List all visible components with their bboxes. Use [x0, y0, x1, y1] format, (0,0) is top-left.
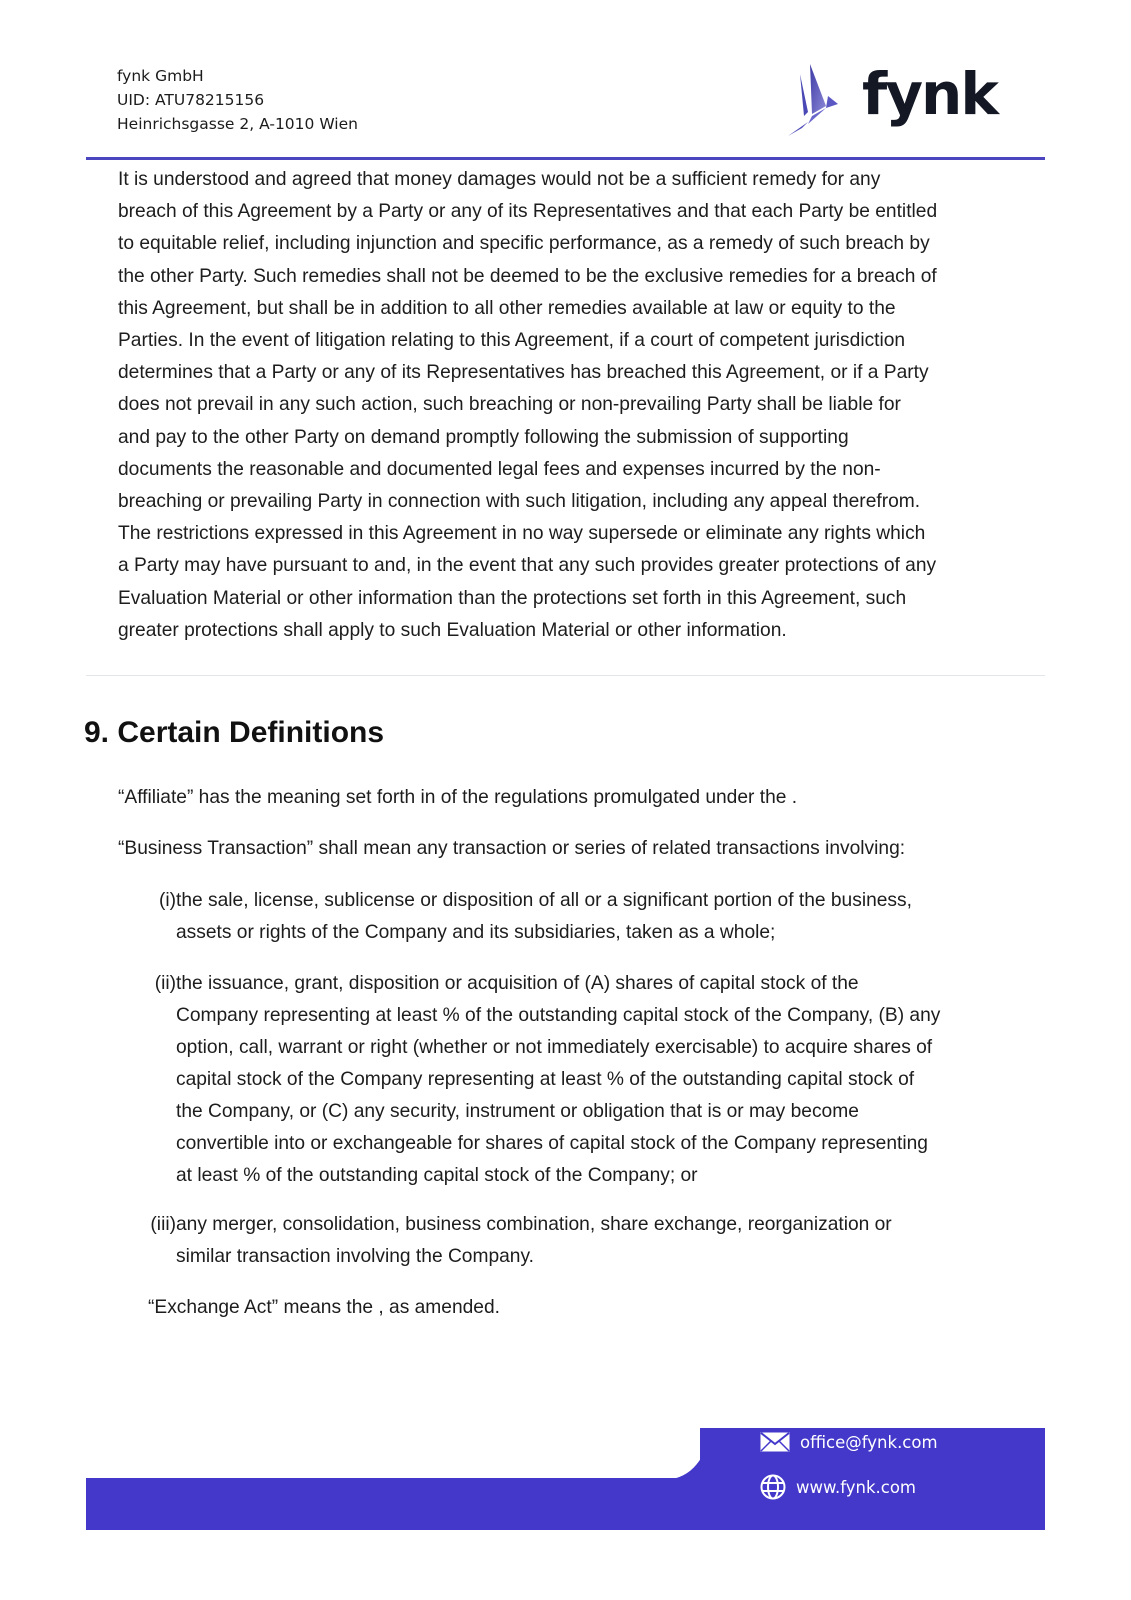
logo-wordmark: fynk [862, 60, 997, 128]
paragraph-line: and pay to the other Party on demand promptly following the submission of supporting [118, 426, 849, 448]
list-marker: (i) [158, 890, 176, 911]
list-item-line: similar transaction involving the Company. [176, 1246, 534, 1267]
remedies-paragraph [118, 164, 1048, 647]
list-marker: (iii) [150, 1214, 176, 1235]
paragraph-line: greater protections shall apply to such Evaluation Material or other information. [118, 619, 787, 641]
paragraph-line: Evaluation Material or other information than the protections set forth in this Agreement, such [118, 587, 907, 609]
list-item-line: at least % of the outstanding capital stock of the Company; or [176, 1165, 698, 1186]
section-divider [86, 675, 1045, 676]
globe-icon [760, 1474, 786, 1500]
exchange-act-definition: “Exchange Act” means the , as amended. [148, 1297, 500, 1318]
list-item-line: assets or rights of the Company and its subsidiaries, taken as a whole; [176, 922, 776, 943]
paragraph-line: The restrictions expressed in this Agreement in no way supersede or eliminate any rights which [118, 523, 926, 545]
list-item-line: the Company, or (C) any security, instrument or obligation that is or may become [176, 1101, 859, 1122]
envelope-icon [760, 1432, 790, 1452]
paragraph-line: a Party may have pursuant to and, in the event that any such provides greater protections of any [118, 555, 937, 577]
business-transaction-definition: “Business Transaction” shall mean any transaction or series of related transactions involving: [118, 838, 906, 859]
paragraph-line: breaching or prevailing Party in connection with such litigation, including any appeal therefrom. [118, 491, 921, 513]
list-marker: (ii) [154, 973, 176, 994]
list-item-line: option, call, warrant or right (whether or not immediately exercisable) to acquire shares of [176, 1037, 933, 1058]
bird-logo-icon [786, 62, 846, 142]
paragraph-line: the other Party. Such remedies shall not be deemed to be the exclusive remedies for a breach of [118, 265, 937, 287]
section-heading: 9. Certain Definitions [84, 716, 385, 749]
list-item-line: Company representing at least % of the outstanding capital stock of the Company, (B) any [176, 1005, 941, 1026]
paragraph-line: does not prevail in any such action, such breaching or non-prevailing Party shall be liable for [118, 394, 901, 416]
paragraph-line: to equitable relief, including injunction and specific performance, as a remedy of such breach by [118, 233, 930, 255]
paragraph-line: this Agreement, but shall be in addition to all other remedies available at law or equity to the [118, 297, 896, 319]
company-uid: UID: ATU78215156 [117, 91, 265, 109]
company-name: fynk GmbH [117, 67, 204, 85]
list-item-line: the issuance, grant, disposition or acquisition of (A) shares of capital stock of the [176, 973, 859, 994]
footer-website-link[interactable] [760, 1474, 916, 1500]
footer-email-link[interactable] [760, 1432, 938, 1452]
list-item-line: convertible into or exchangeable for shares of capital stock of the Company representing [176, 1133, 928, 1154]
paragraph-line: breach of this Agreement by a Party or any of its Representatives and that each Party be entitled [118, 201, 938, 223]
paragraph-line: documents the reasonable and documented legal fees and expenses incurred by the non- [118, 458, 881, 480]
footer-curve-decoration [640, 1428, 720, 1480]
company-address: Heinrichsgasse 2, A-1010 Wien [117, 115, 358, 133]
paragraph-line: determines that a Party or any of its Representatives has breached this Agreement, or if a Party [118, 362, 929, 384]
footer-website: www.fynk.com [796, 1477, 916, 1497]
list-item-line: capital stock of the Company representing at least % of the outstanding capital stock of [176, 1069, 915, 1090]
fynk-logo [806, 62, 1006, 142]
header-divider [86, 157, 1045, 160]
paragraph-line: It is understood and agreed that money damages would not be a sufficient remedy for any [118, 169, 881, 190]
affiliate-definition: “Affiliate” has the meaning set forth in of the regulations promulgated under the . [118, 787, 798, 808]
list-item-line: any merger, consolidation, business combination, share exchange, reorganization or [176, 1214, 892, 1235]
list-item-line: the sale, license, sublicense or disposition of all or a significant portion of the business, [176, 890, 912, 911]
footer-email: office@fynk.com [800, 1432, 938, 1452]
company-info [117, 64, 358, 136]
paragraph-line: Parties. In the event of litigation relating to this Agreement, if a court of competent jurisdiction [118, 330, 906, 352]
